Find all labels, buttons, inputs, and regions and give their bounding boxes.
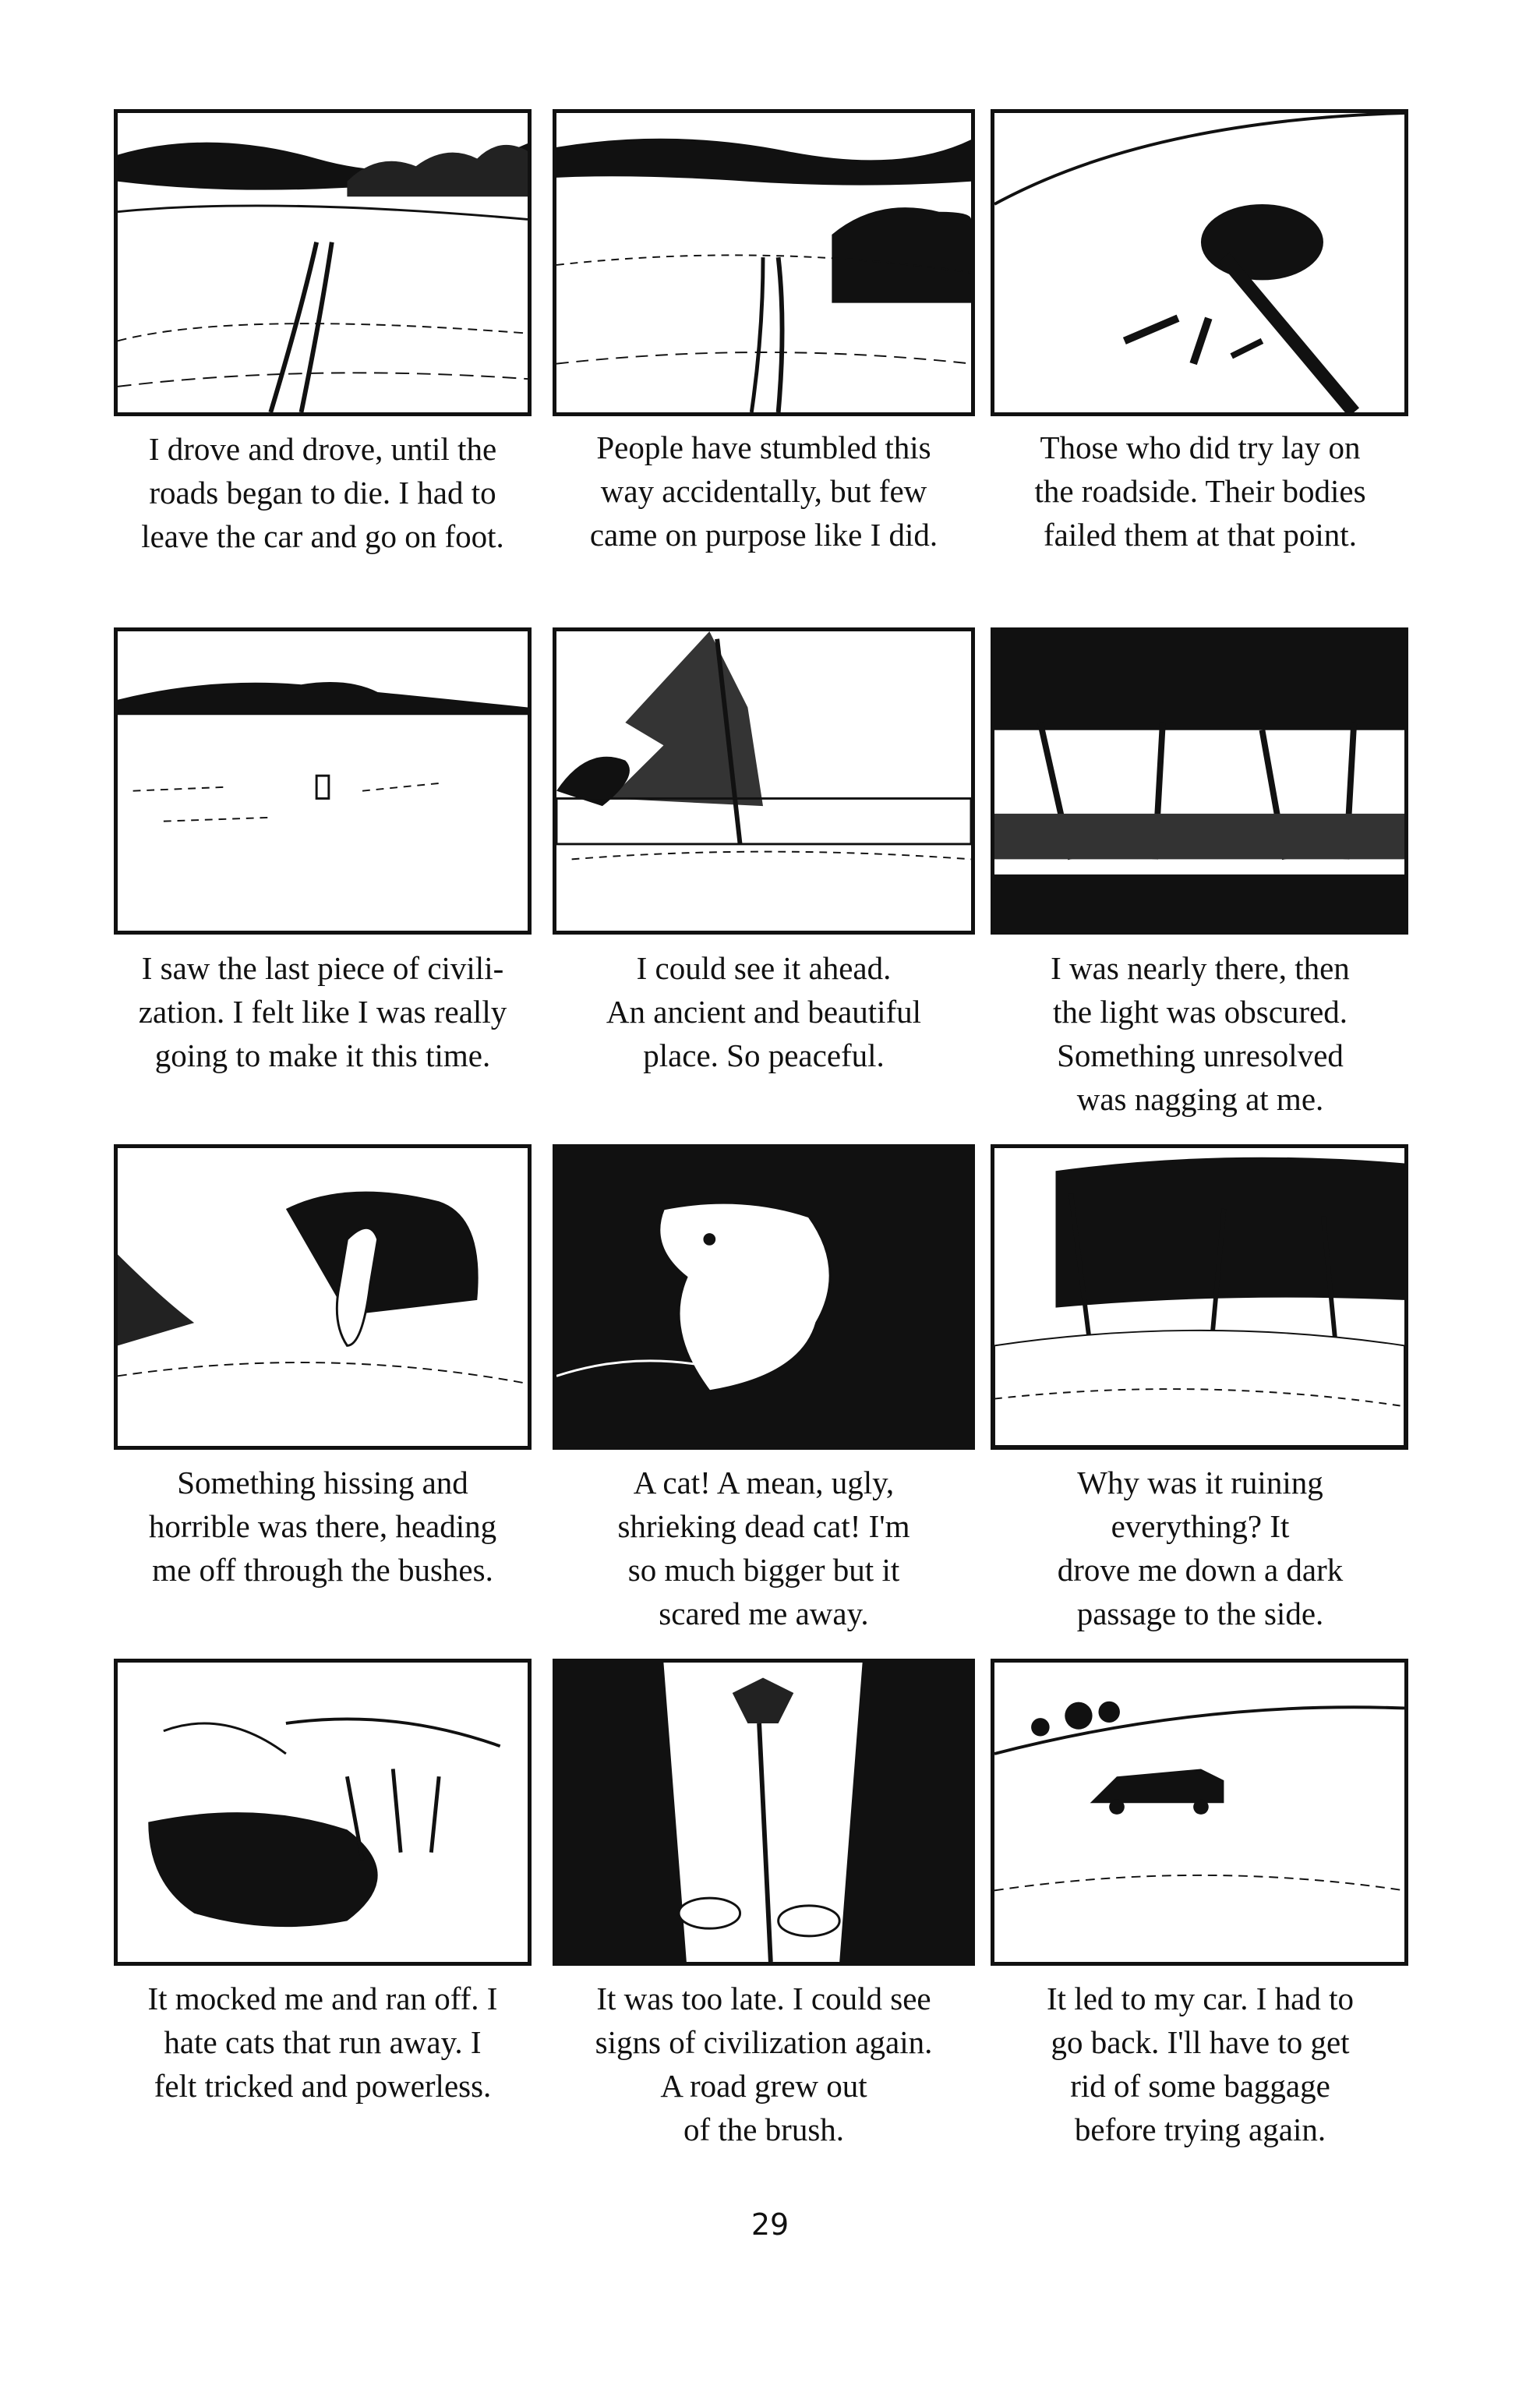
caption-12: It led to my car. I had to go back. I'll have to get rid of some baggage before trying again. — [1047, 1981, 1354, 2147]
panel-4-illustration — [118, 631, 528, 931]
panel-10-grass-escape — [114, 1659, 532, 1966]
caption-10: It mocked me and ran off. I hate cats that run away. I felt tricked and powerless. — [147, 1981, 498, 2104]
caption-3: Those who did try lay on the roadside. Their bodies failed them at that point. — [1034, 429, 1366, 553]
panel-3-illustration — [994, 113, 1404, 412]
caption-1: I drove and drove, until the roads began to die. I had to leave the car and go on foot. — [141, 431, 504, 554]
page-number: 29 — [751, 2207, 789, 2242]
panel-2-field-road — [553, 109, 975, 416]
caption-9: Why was it ruining everything? It drove me down a dark passage to the side. — [1057, 1465, 1344, 1631]
panel-2-illustration — [556, 113, 971, 412]
panel-9-illustration — [994, 1148, 1404, 1446]
caption-8: A cat! A mean, ugly, shrieking dead cat! I'm so much bigger but it scared me away. — [617, 1465, 910, 1631]
caption-11: It was too late. I could see signs of civilization again. A road grew out of the brush. — [595, 1981, 933, 2147]
panel-7-illustration — [118, 1148, 528, 1446]
panel-11-brush-road — [553, 1659, 975, 1966]
caption-5: I could see it ahead. An ancient and beautiful place. So peaceful. — [606, 950, 922, 1073]
caption-2: People have stumbled this way accidentally, but few came on purpose like I did. — [589, 429, 938, 553]
panel-6-illustration — [994, 631, 1404, 931]
panel-1-illustration — [118, 113, 528, 412]
panel-9-dark-passage — [991, 1144, 1408, 1450]
caption-7: Something hissing and horrible was there, heading me off through the bushes. — [148, 1465, 497, 1588]
panel-1-road-fields — [114, 109, 532, 416]
panel-12-car-on-hill — [991, 1659, 1408, 1966]
caption-6: I was nearly there, then the light was obscured. Something unresolved was nagging at me. — [1051, 950, 1350, 1117]
panel-8-shrieking-cat — [553, 1144, 975, 1450]
panel-8-illustration — [556, 1148, 971, 1446]
panel-10-illustration — [118, 1663, 528, 1962]
panel-5-illustration — [556, 631, 971, 931]
panel-4-mountain-field — [114, 627, 532, 935]
panel-3-remains — [991, 109, 1408, 416]
panel-12-illustration — [994, 1663, 1404, 1962]
panel-6-dark-trees — [991, 627, 1408, 935]
caption-4: I saw the last piece of civili- zation. I felt like I was really going to make it this time. — [138, 950, 507, 1073]
panel-7-cat-bushes — [114, 1144, 532, 1450]
panel-5-tree-graveyard — [553, 627, 975, 935]
panel-11-illustration — [556, 1663, 971, 1962]
